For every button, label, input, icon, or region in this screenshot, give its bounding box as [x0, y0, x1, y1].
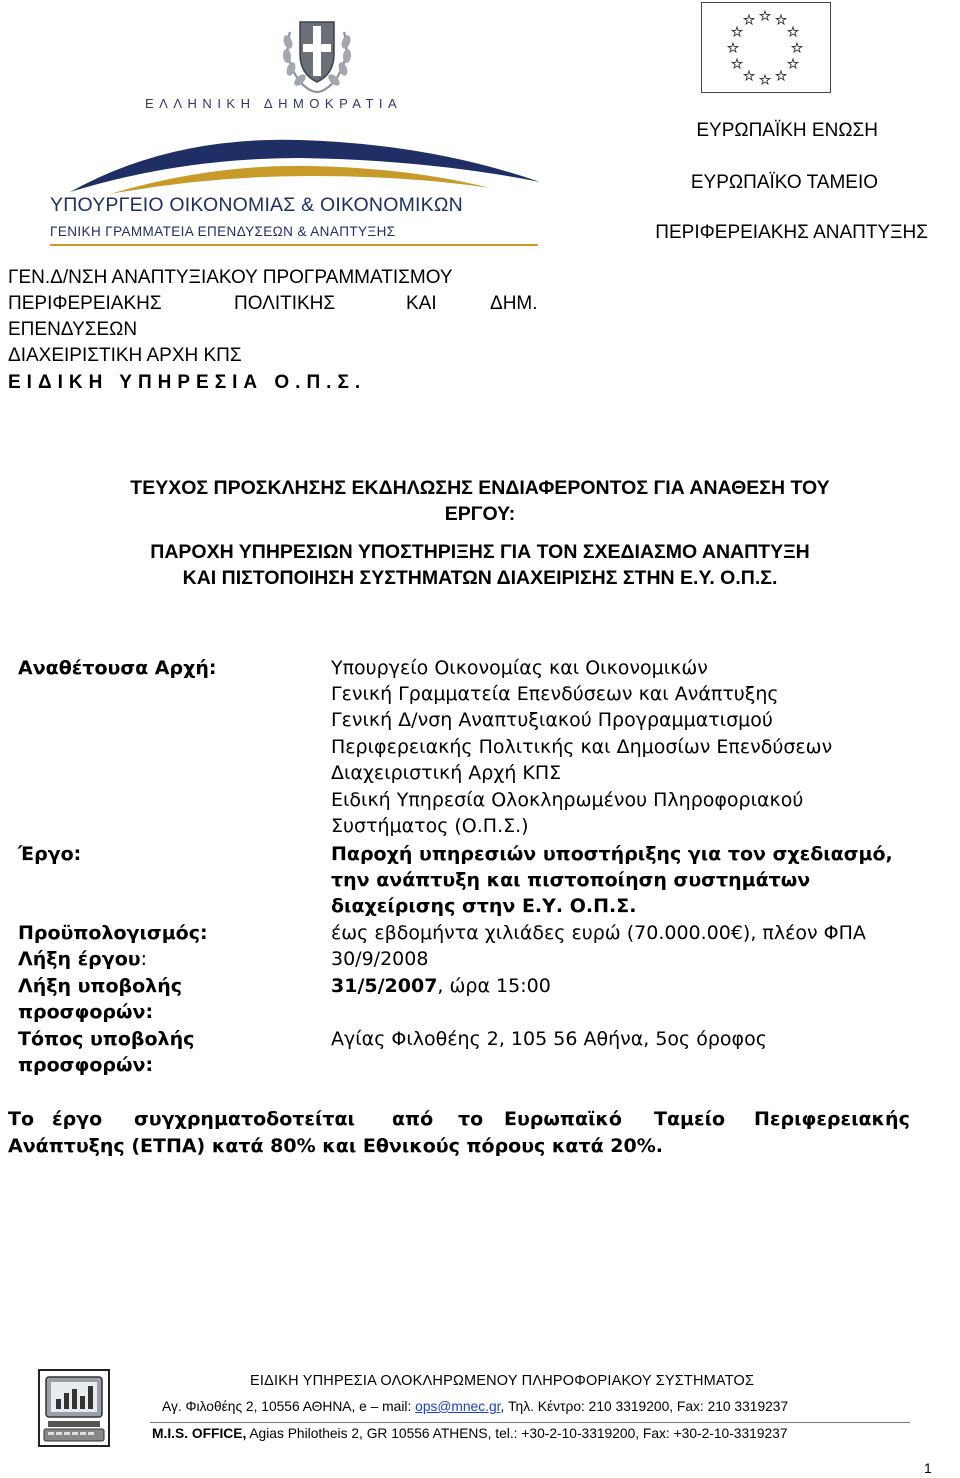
eu-fund-label: ΕΥΡΩΠΑΪΚΟ ΤΑΜΕΙΟ [690, 172, 878, 193]
footer-english-address: M.I.S. OFFICE, Agias Philotheis 2, GR 10556 ATHENS, tel.: +30-2-10-3319200, Fax: +30-2-10-3319237 [152, 1426, 788, 1441]
mis-office-logo-icon [38, 1369, 110, 1447]
footer-address: Αγ. Φιλοθέης 2, 10556 ΑΘΗΝΑ, e – mail: ops@mnec.gr, Τηλ. Κέντρο: 210 3319200, Fax: 210 3319237 [162, 1399, 789, 1414]
document-title-line-3: ΠΑΡΟΧΗ ΥΠΗΡΕΣΙΩΝ ΥΠΟΣΤΗΡΙΞΗΣ ΓΙΑ ΤΟΝ ΣΧΕΔΙΑΣΜΟ ΑΝΑΠΤΥΞΗ [150, 541, 810, 563]
issuer-line-4: ΔΙΑΧΕΙΡΙΣΤΙΚΗ ΑΡΧΗ ΚΠΣ [8, 345, 242, 366]
authority-line: Διαχειριστική Αρχή ΚΠΣ [331, 762, 562, 784]
logo-underline [50, 244, 538, 246]
end-value: 30/9/2008 [331, 948, 429, 970]
issuer-line-5: ΕΙΔΙΚΗ ΥΠΗΡΕΣΙΑ Ο.Π.Σ. [8, 372, 367, 393]
place-value: Αγίας Φιλοθέης 2, 105 56 Αθήνα, 5ος όροφος [331, 1028, 767, 1050]
footer-email-link[interactable]: ops@mnec.gr [415, 1399, 501, 1414]
end-label: Λήξη έργου: [18, 948, 148, 970]
place-label-2: προσφορών: [18, 1054, 154, 1076]
place-label-1: Τόπος υποβολής [18, 1028, 195, 1050]
page-number: 1 [924, 1460, 932, 1476]
authority-line: Ειδική Υπηρεσία Ολοκληρωμένου Πληροφοριακού [331, 789, 804, 811]
document-title-line-1: ΤΕΥΧΟΣ ΠΡΟΣΚΛΗΣΗΣ ΕΚΔΗΛΩΣΗΣ ΕΝΔΙΑΦΕΡΟΝΤΟΣ ΓΙΑ ΑΝΑΘΕΣΗ ΤΟΥ [130, 477, 830, 499]
hellenic-republic-label: ΕΛΛΗΝΙΚΗ ΔΗΜΟΚΡΑΤΙΑ [145, 96, 403, 111]
deadline-label-1: Λήξη υποβολής [18, 975, 182, 997]
project-line: Παροχή υπηρεσιών υποστήριξης για τον σχεδιασμό, [331, 843, 893, 865]
ministry-logo [40, 12, 540, 242]
issuer-line-2: ΠΕΡΙΦΕΡΕΙΑΚΗΣ ΠΟΛΙΤΙΚΗΣ ΚΑΙ ΔΗΜ. [8, 293, 538, 314]
document-title-line-4: ΚΑΙ ΠΙΣΤΟΠΟΙΗΣΗ ΣΥΣΤΗΜΑΤΩΝ ΔΙΑΧΕΙΡΙΣΗΣ ΣΤΗΝ Ε.Υ. Ο.Π.Σ. [182, 567, 778, 589]
ministry-swoosh-icon [50, 130, 550, 200]
authority-line: Γενική Γραμματεία Επενδύσεων και Ανάπτυξης [331, 683, 779, 705]
authority-line: Περιφερειακής Πολιτικής και Δημοσίων Επενδύσεων [331, 736, 833, 758]
footer-divider [150, 1422, 910, 1423]
authority-line: Συστήματος (Ο.Π.Σ.) [331, 815, 529, 837]
budget-label: Προϋπολογισμός: [18, 922, 208, 944]
cofinancing-line-1: Το έργο συγχρηματοδοτείται από το Ευρωπαϊκό Ταμείο Περιφερειακής [8, 1108, 910, 1130]
project-label: Έργο: [18, 843, 82, 865]
project-line: την ανάπτυξη και πιστοποίηση συστημάτων [331, 869, 811, 891]
authority-line: Υπουργείο Οικονομίας και Οικονομικών [331, 657, 708, 679]
eu-regional-label: ΠΕΡΙΦΕΡΕΙΑΚΗΣ ΑΝΑΠΤΥΞΗΣ [655, 222, 928, 243]
deadline-label-2: προσφορών: [18, 1001, 154, 1023]
ministry-name: ΥΠΟΥΡΓΕΙΟ ΟΙΚΟΝΟΜΙΑΣ & ΟΙΚΟΝΟΜΙΚΩΝ [50, 194, 463, 216]
issuer-line-3: ΕΠΕΝΔΥΣΕΩΝ [8, 319, 138, 340]
document-title-line-2: ΕΡΓΟΥ: [444, 503, 516, 525]
general-secretariat-name: ΓΕΝΙΚΗ ΓΡΑΜΜΑΤΕΙΑ ΕΠΕΝΔΥΣΕΩΝ & ΑΝΑΠΤΥΞΗΣ [50, 224, 396, 239]
greek-coat-of-arms-icon [272, 12, 362, 97]
budget-value: έως εβδομήντα χιλιάδες ευρώ (70.000.00€), πλέον ΦΠΑ [331, 922, 866, 944]
eu-stars-icon [702, 3, 829, 91]
authority-label: Αναθέτουσα Αρχή: [18, 657, 217, 679]
authority-line: Γενική Δ/νση Αναπτυξιακού Προγραμματισμού [331, 709, 773, 731]
eu-flag [701, 2, 831, 93]
issuer-line-1: ΓΕΝ.Δ/ΝΣΗ ΑΝΑΠΤΥΞΙΑΚΟΥ ΠΡΟΓΡΑΜΜΑΤΙΣΜΟΥ [8, 267, 453, 288]
deadline-value: 31/5/2007, ώρα 15:00 [331, 975, 551, 997]
cofinancing-line-2: Ανάπτυξης (ΕΤΠΑ) κατά 80% και Εθνικούς πόρους κατά 20%. [8, 1135, 663, 1157]
project-line: διαχείρισης στην Ε.Υ. Ο.Π.Σ. [331, 895, 637, 917]
eu-union-label: ΕΥΡΩΠΑΪΚΗ ΕΝΩΣΗ [696, 120, 878, 141]
footer-heading: ΕΙΔΙΚΗ ΥΠΗΡΕΣΙΑ ΟΛΟΚΛΗΡΩΜΕΝΟΥ ΠΛΗΡΟΦΟΡΙΑΚΟΥ ΣΥΣΤΗΜΑΤΟΣ [250, 1373, 755, 1389]
